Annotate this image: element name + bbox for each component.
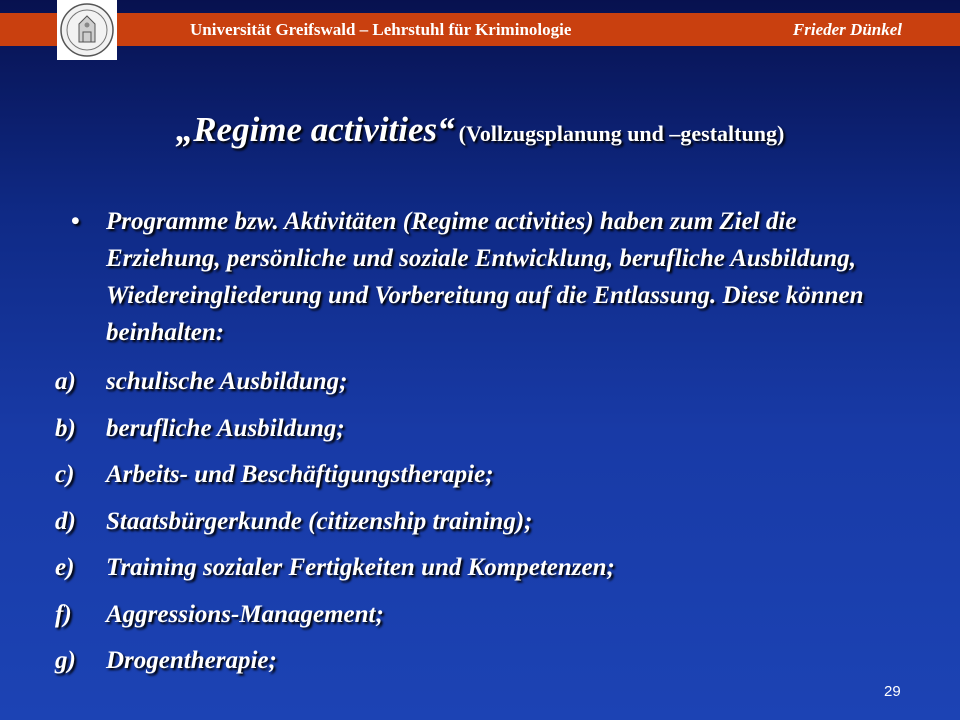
list-item [55, 456, 915, 493]
slide-title [0, 110, 960, 150]
list-item-text: schulische Ausbildung; [106, 368, 348, 395]
list-item-letter: f) [55, 600, 72, 628]
header-author: Frieder Dünkel [792, 20, 902, 39]
title-subtitle: (Vollzugsplanung und –gestaltung) [458, 121, 785, 146]
title-main: „Regime activities“ [175, 110, 455, 149]
list-item [55, 549, 915, 586]
header-institution: Universität Greifswald – Lehrstuhl für Kriminologie [190, 20, 572, 39]
bullet-text: Programme bzw. Aktivitäten (Regime activities) haben zum Ziel die Erziehung, persönliche und soziale Entwicklung, berufliche Ausbildung, Wiedereingliederung und Vorbereitung auf die Entlassung. Diese können beinhalten: [106, 208, 864, 346]
list-item-letter: e) [55, 554, 75, 581]
list-item [55, 410, 915, 447]
list-item-text: berufliche Ausbildung; [106, 414, 345, 442]
list-item [55, 642, 915, 679]
list-item-letter: g) [55, 647, 76, 674]
list-item [55, 596, 915, 633]
university-seal-icon [57, 0, 117, 60]
list-item-text: Arbeits- und Beschäftigungstherapie; [106, 461, 494, 488]
list-item [55, 503, 915, 540]
page-number: 29 [884, 683, 901, 700]
bullet-paragraph [55, 203, 915, 351]
list-item-letter: c) [55, 461, 75, 488]
list-item-letter: b) [55, 414, 76, 442]
list-item-letter: a) [55, 368, 76, 395]
list-item-letter: d) [55, 507, 76, 535]
slide-content [55, 203, 915, 689]
list-item-text: Drogentherapie; [106, 647, 277, 674]
list-item-text: Training sozialer Fertigkeiten und Kompetenzen; [106, 554, 615, 581]
list-item-text: Aggressions-Management; [106, 600, 384, 628]
list-item-text: Staatsbürgerkunde (citizenship training); [106, 507, 533, 535]
list-item [55, 363, 915, 400]
bullet-marker: • [71, 208, 80, 235]
